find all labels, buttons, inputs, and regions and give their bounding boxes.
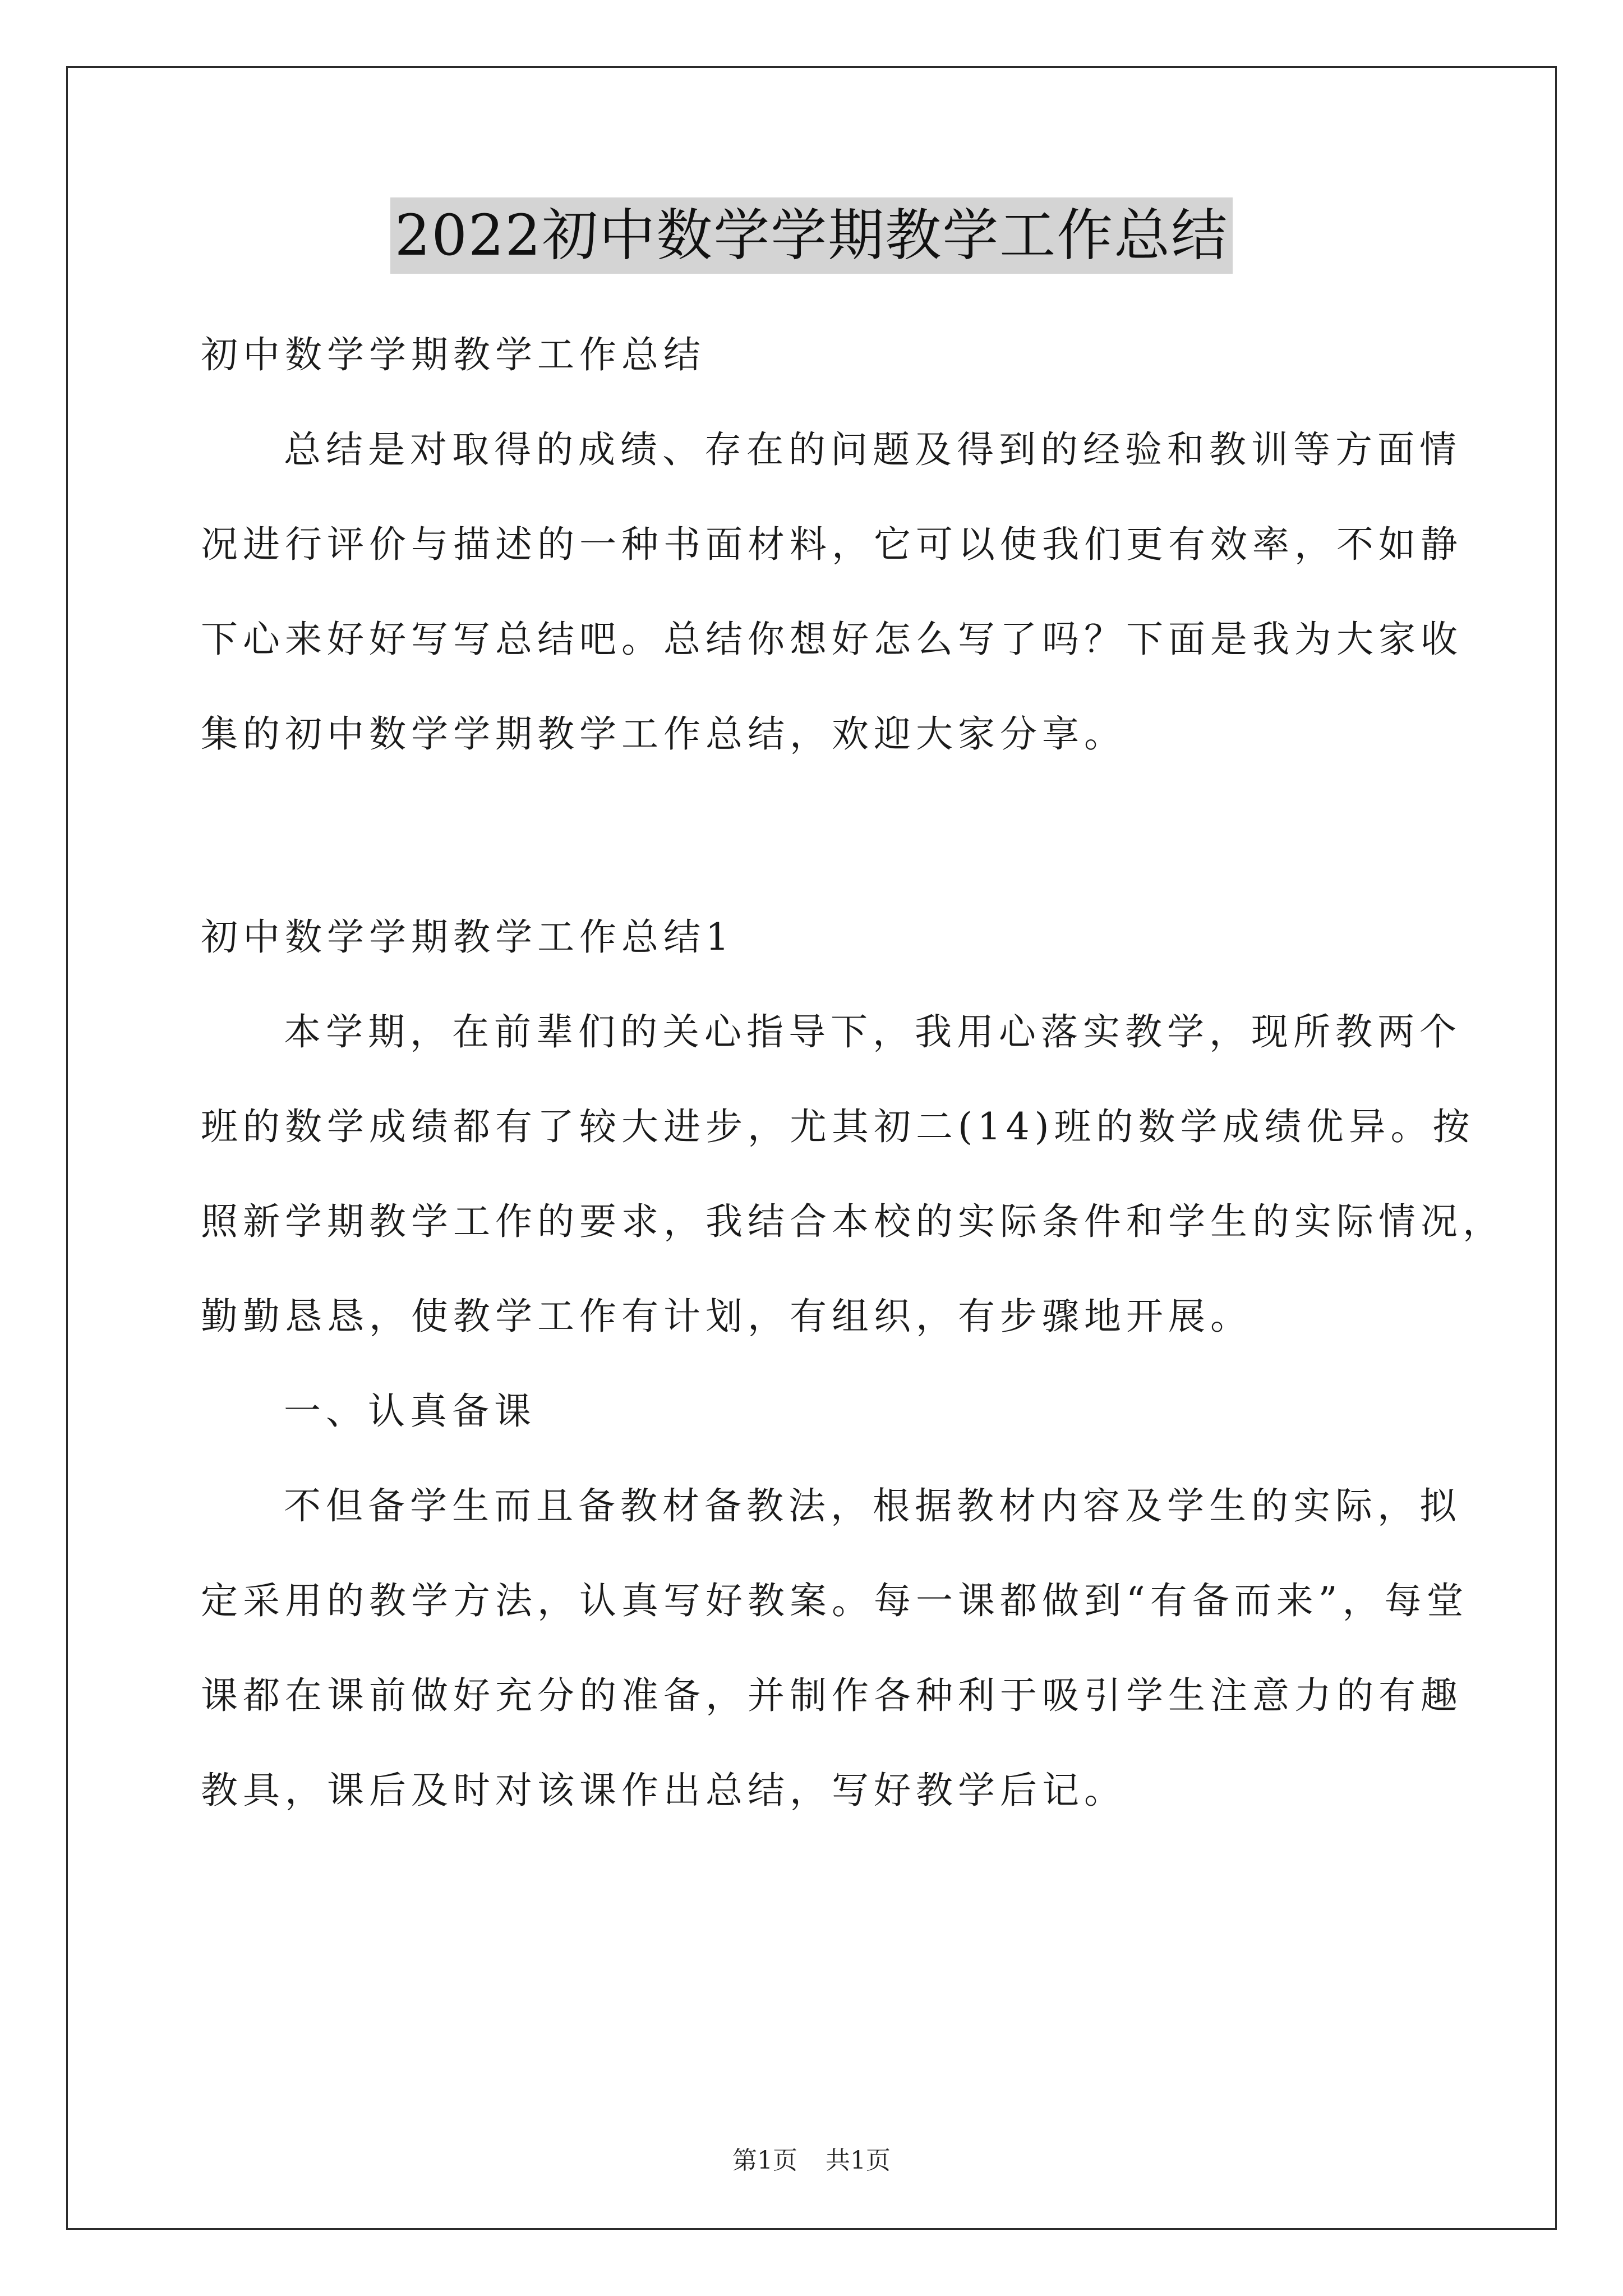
document-subtitle: 初中数学学期教学工作总结 bbox=[201, 333, 706, 376]
intro-line: 总结是对取得的成绩、存在的问题及得到的经验和教训等方面情 bbox=[284, 428, 1461, 471]
paragraph-line: 不但备学生而且备教材备教法，根据教材内容及学生的实际，拟 bbox=[284, 1484, 1461, 1527]
document-title: 2022初中数学学期教学工作总结 bbox=[390, 197, 1233, 274]
intro-line: 况进行评价与描述的一种书面材料，它可以使我们更有效率，不如静 bbox=[201, 523, 1463, 566]
section-line: 本学期，在前辈们的关心指导下，我用心落实教学，现所教两个 bbox=[284, 1010, 1461, 1053]
page-number: 第1页 bbox=[732, 2146, 797, 2175]
paragraph-line: 教具，课后及时对该课作出总结，写好教学后记。 bbox=[201, 1769, 1126, 1812]
intro-line: 下心来好好写写总结吧。总结你想好怎么写了吗？下面是我为大家收 bbox=[201, 618, 1463, 661]
page-footer bbox=[0, 2144, 1623, 2178]
paragraph-line: 定采用的教学方法，认真写好教案。每一课都做到“有备而来”，每堂 bbox=[201, 1579, 1469, 1622]
section-line: 照新学期教学工作的要求，我结合本校的实际条件和学生的实际情况， bbox=[201, 1200, 1505, 1243]
intro-line: 集的初中数学学期教学工作总结，欢迎大家分享。 bbox=[201, 712, 1126, 756]
section-line: 勤勤恳恳，使教学工作有计划，有组织，有步骤地开展。 bbox=[201, 1295, 1252, 1338]
title-container bbox=[0, 197, 1623, 274]
paragraph-line: 课都在课前做好充分的准备，并制作各种利于吸引学生注意力的有趣 bbox=[201, 1674, 1463, 1717]
page-total: 共1页 bbox=[826, 2146, 891, 2175]
section-title: 初中数学学期教学工作总结1 bbox=[201, 915, 734, 959]
paragraph-gap bbox=[201, 781, 1463, 890]
section-line: 班的数学成绩都有了较大进步，尤其初二(14)班的数学成绩优异。按 bbox=[201, 1105, 1475, 1148]
heading-prepare-lessons: 一、认真备课 bbox=[284, 1389, 536, 1433]
document-body bbox=[201, 307, 1505, 1838]
